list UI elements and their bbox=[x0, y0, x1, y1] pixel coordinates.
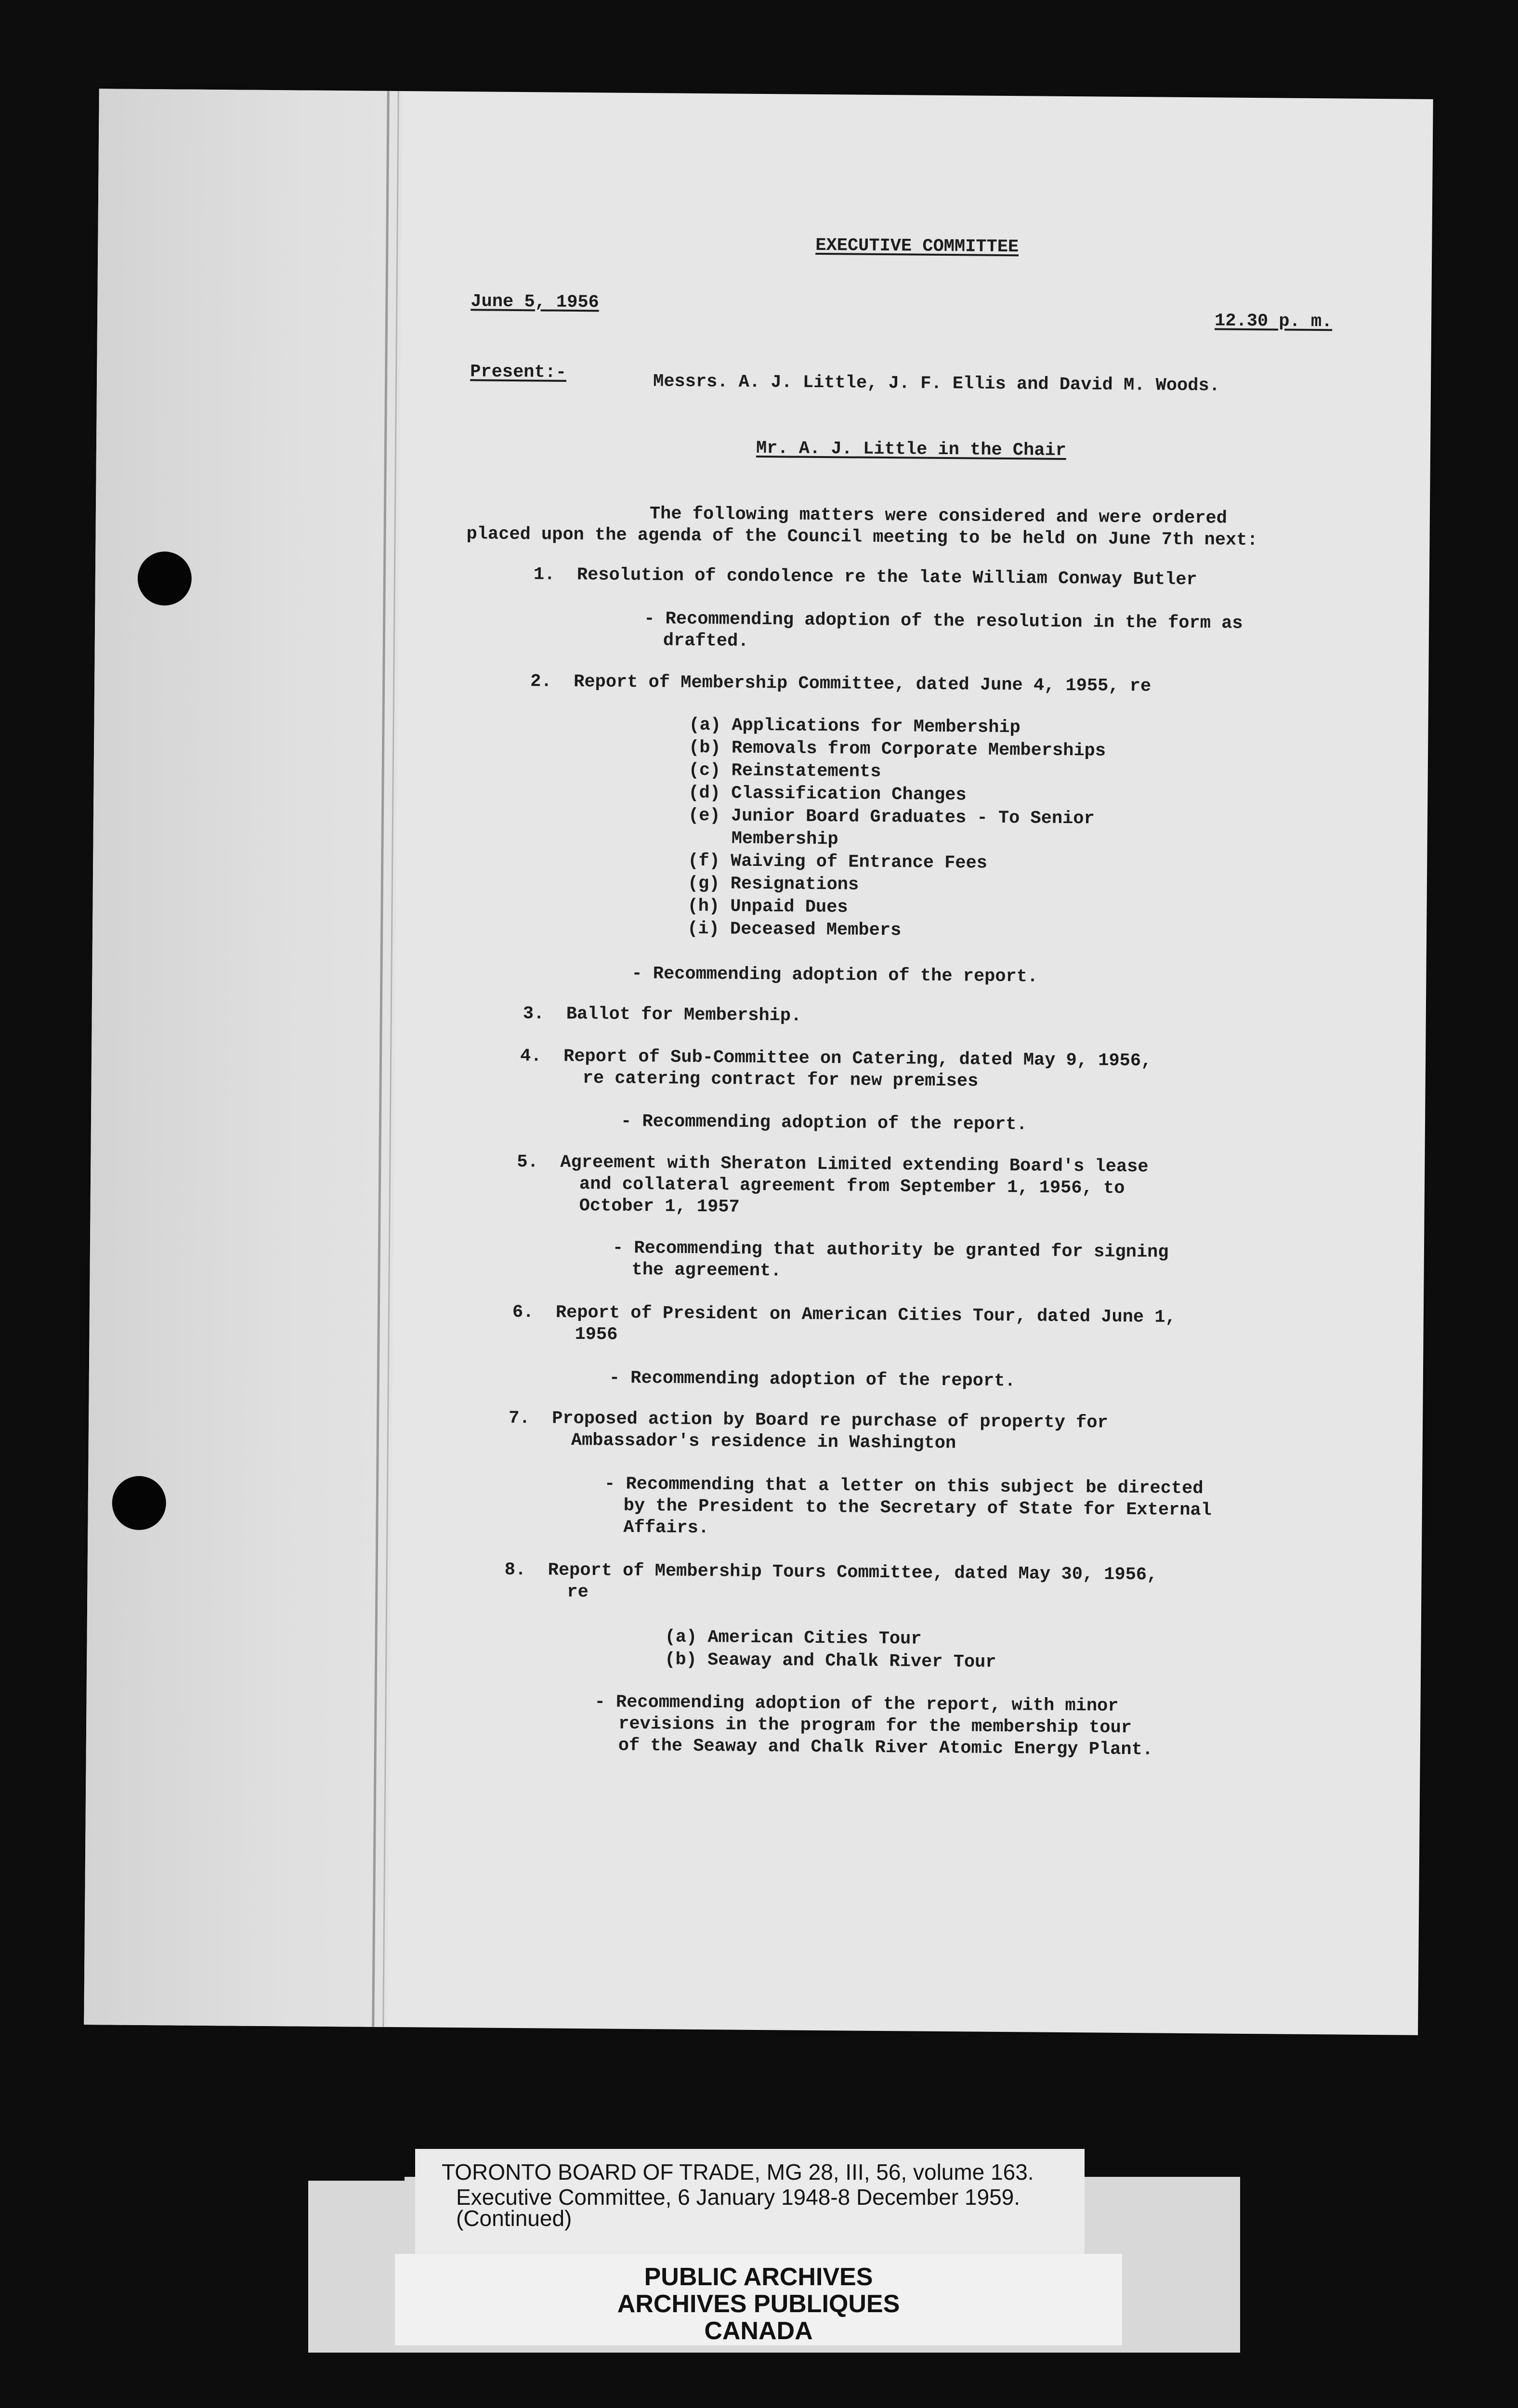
item-2-sub-a: (a) Applications for Membership bbox=[689, 715, 1021, 738]
item-8-rec-3: of the Seaway and Chalk River Atomic Energy Plant. bbox=[618, 1735, 1153, 1760]
document-page bbox=[84, 89, 1433, 2035]
label-line-2: Executive Committee, 6 January 1948-8 December 1959. bbox=[456, 2185, 1021, 2210]
label-notch-left bbox=[308, 2177, 405, 2181]
item-8-line-2: re bbox=[567, 1582, 589, 1603]
item-7-rec-2: by the President to the Secretary of State for External bbox=[623, 1495, 1212, 1521]
meeting-time: 12.30 p. m. bbox=[1214, 311, 1333, 332]
item-8-rec-1: - Recommending adoption of the report, with minor bbox=[594, 1692, 1119, 1716]
item-1-line-1: Resolution of condolence re the late William Conway Butler bbox=[576, 565, 1197, 590]
item-2-line-1: Report of Membership Committee, dated June 4, 1955, re bbox=[574, 671, 1152, 697]
item-2-sub-d: (d) Classification Changes bbox=[688, 783, 967, 806]
item-5-line-2: and collateral agreement from September 1, 1956, to bbox=[579, 1174, 1125, 1199]
item-7-number: 7. bbox=[509, 1408, 530, 1429]
item-3-line-1: Ballot for Membership. bbox=[566, 1004, 802, 1026]
item-2-sub-i: (i) Deceased Members bbox=[687, 918, 902, 941]
item-2-sub-e-cont: Membership bbox=[731, 828, 838, 850]
item-8-line-1: Report of Membership Tours Committee, dated May 30, 1956, bbox=[548, 1560, 1158, 1585]
item-6-line-1: Report of President on American Cities Tour, dated June 1, bbox=[555, 1302, 1176, 1328]
item-7-line-2: Ambassador's residence in Washington bbox=[571, 1430, 956, 1454]
item-6-number: 6. bbox=[512, 1302, 534, 1323]
item-1-number: 1. bbox=[533, 564, 555, 585]
item-7-rec-3: Affairs. bbox=[623, 1517, 709, 1539]
item-3-number: 3. bbox=[523, 1004, 545, 1024]
item-2-sub-h: (h) Unpaid Dues bbox=[687, 896, 848, 918]
item-7-rec-1: - Recommending that a letter on this subject be directed bbox=[604, 1474, 1204, 1499]
document-heading: EXECUTIVE COMMITTEE bbox=[815, 235, 1019, 258]
stamp-line-2: ARCHIVES PUBLIQUES bbox=[617, 2290, 900, 2318]
present-names: Messrs. A. J. Little, J. F. Ellis and David M. Woods. bbox=[653, 371, 1220, 396]
stamp-line-1: PUBLIC ARCHIVES bbox=[644, 2263, 873, 2291]
item-5-number: 5. bbox=[517, 1152, 538, 1173]
item-4-number: 4. bbox=[520, 1046, 542, 1067]
meeting-date: June 5, 1956 bbox=[471, 291, 599, 313]
label-line-3: (Continued) bbox=[456, 2206, 572, 2231]
item-8-number: 8. bbox=[504, 1559, 526, 1581]
minutes-text bbox=[84, 89, 1433, 2035]
item-2-sub-b: (b) Removals from Corporate Memberships bbox=[688, 737, 1106, 761]
item-8-rec-2: revisions in the program for the membership tour bbox=[618, 1714, 1132, 1739]
chair-line: Mr. A. J. Little in the Chair bbox=[756, 438, 1067, 461]
item-2-sub-g: (g) Resignations bbox=[687, 873, 859, 895]
item-2-rec-1: - Recommending adoption of the report. bbox=[631, 963, 1038, 987]
stamp-line-3: CANADA bbox=[704, 2317, 813, 2345]
item-5-line-1: Agreement with Sheraton Limited extending Board's lease bbox=[560, 1152, 1149, 1178]
label-line-1: TORONTO BOARD OF TRADE, MG 28, III, 56, volume 163. bbox=[442, 2159, 1034, 2185]
intro-line-2: placed upon the agenda of the Council meeting to be held on June 7th next: bbox=[466, 524, 1258, 551]
archive-stamp bbox=[395, 2254, 1122, 2345]
item-1-rec-2: drafted. bbox=[663, 630, 749, 652]
item-4-rec-1: - Recommending adoption of the report. bbox=[620, 1111, 1027, 1135]
item-8-sub-a: (a) American Cities Tour bbox=[665, 1627, 922, 1649]
item-5-rec-2: the agreement. bbox=[631, 1259, 782, 1282]
item-7-line-1: Proposed action by Board re purchase of property for bbox=[552, 1408, 1108, 1433]
item-4-line-1: Report of Sub-Committee on Catering, dated May 9, 1956, bbox=[563, 1046, 1152, 1072]
item-6-rec-1: - Recommending adoption of the report. bbox=[609, 1368, 1016, 1392]
item-2-sub-e: (e) Junior Board Graduates - To Senior bbox=[688, 805, 1095, 829]
item-5-rec-1: - Recommending that authority be granted for signing bbox=[612, 1238, 1169, 1263]
present-label: Present:- bbox=[470, 362, 567, 383]
item-2-sub-f: (f) Waiving of Entrance Fees bbox=[688, 851, 988, 874]
item-4-line-2: re catering contract for new premises bbox=[582, 1068, 979, 1092]
archive-label-reference bbox=[415, 2149, 1085, 2260]
item-6-line-2: 1956 bbox=[575, 1324, 618, 1345]
item-2-sub-c: (c) Reinstatements bbox=[688, 760, 881, 782]
item-1-rec-1: - Recommending adoption of the resolution in the form as bbox=[644, 609, 1243, 634]
item-2-number: 2. bbox=[530, 671, 552, 692]
intro-line-1: The following matters were considered and were ordered bbox=[649, 504, 1228, 529]
item-5-line-3: October 1, 1957 bbox=[579, 1196, 740, 1217]
item-8-sub-b: (b) Seaway and Chalk River Tour bbox=[665, 1649, 996, 1673]
